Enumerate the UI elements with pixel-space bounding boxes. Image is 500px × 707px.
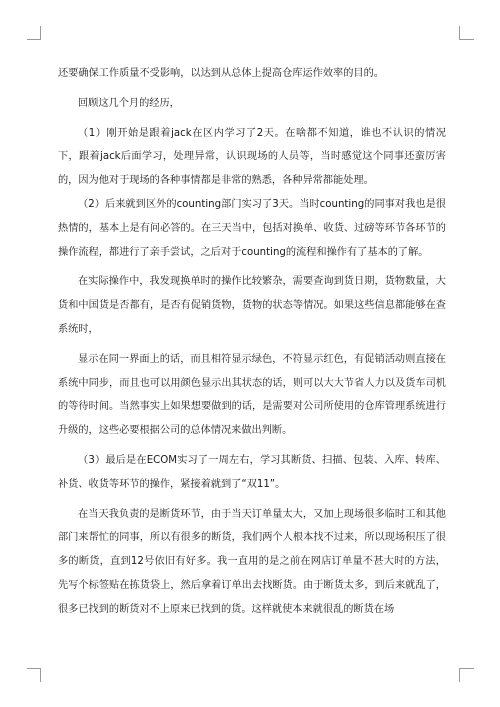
paragraph-2: 回顾这几个月的经历， [78,97,180,109]
crop-mark-top-left-horizontal [27,39,41,40]
crop-mark-top-right-vertical [459,26,460,40]
paragraph-3: （1）刚开始是跟着jack在区内学习了2天。在啥都不知道，谁也不认识的情况下，跟着jack后面学习，处理异常，认识现场的人员等，当时感觉这个同事还蛮厉害的，因为他对于现场的各种事情都是非常的熟悉，各种异常都能处理。 [58,127,446,187]
paragraph-4: （2）后来就到区外的counting部门实习了3天。当时counting的同事对我也是很热情的，基本上是有问必答的。在三天当中，包括对换单、收货、过磅等环节各环节的操作流程，都进行了亲手尝试，之后对于counting的流程和操作有了基本的了解。 [58,198,446,258]
crop-mark-top-right-horizontal [460,39,474,40]
crop-mark-bottom-left-horizontal [27,668,41,669]
paragraph-1: 还要确保工作质量不受影响，以达到从总体上提高仓库运作效率的目的。 [58,68,384,79]
paragraph-6: 显示在同一界面上的话，而且相符显示绿色，不符显示红色，有促销活动则直接在系统中同步，而且也可以用颜色显示出其状态的话，则可以大大节省人力以及货车司机的等待时间。当然事实上如果想要做到的话，是需要对公司所使用的仓库管理系统进行升级的，这些必要根据公司的总体情况来做出判断。 [58,353,446,437]
crop-mark-bottom-right-vertical [459,668,460,682]
paragraph-5: 在实际操作中，我发现换单时的操作比较繁杂，需要查询到货日期，货物数量，大货和中国货是否都有，是否有促销货物，货物的状态等情况。如果这些信息都能够在查系统时， [58,276,446,335]
document-body [58,62,446,622]
crop-mark-bottom-left-vertical [40,668,41,682]
crop-mark-bottom-right-horizontal [460,668,474,669]
paragraph-8: 在当天我负责的是断货环节，由于当天订单量太大，又加上现场很多临时工和其他部门来帮忙的同事，所以有很多的断货，我们两个人根本找不过来，所以现场积压了很多的断货，直到12号依旧有好多。我一直用的是之前在网店订单量不甚大时的方法，先写个标签贴在拣货袋上，然后拿着订单出去找断货。由于断货太多，到后来就乱了，很多已找到的断货对不上原来已找到的货。这样就使本来就很乱的断货在场 [58,508,446,615]
paragraph-7: （3）最后是在ECOM实习了一周左右，学习其断货、扫描、包装、入库、转库、补货、收货等环节的操作，紧接着就到了“双11”。 [58,454,446,490]
crop-mark-top-left-vertical [40,26,41,40]
